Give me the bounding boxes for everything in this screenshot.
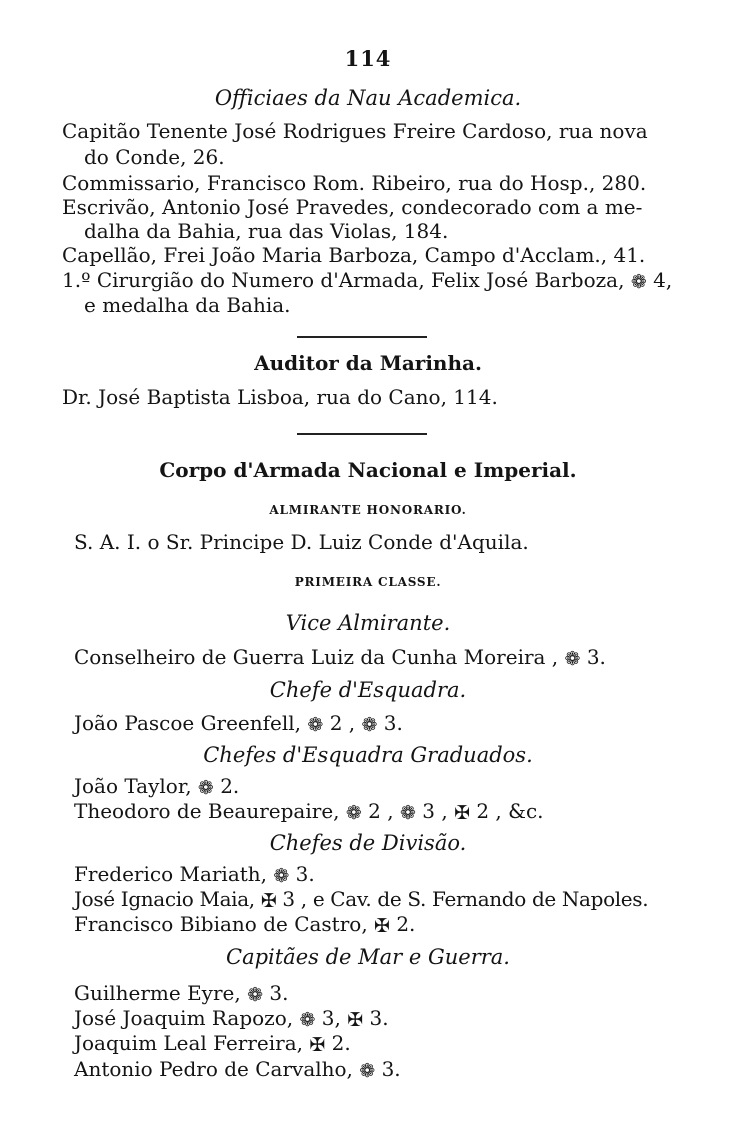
section-heading-auditor: Auditor da Marinha. — [254, 351, 482, 375]
text-line: dalha da Bahia, rua das Violas, 184. — [84, 219, 449, 243]
rose-order-icon: ❁ — [307, 714, 324, 736]
cross-order-icon: ✠ — [347, 1009, 364, 1031]
text-line: S. A. I. o Sr. Principe D. Luiz Conde d'Aquila. — [74, 530, 529, 554]
rose-order-icon: ❁ — [345, 802, 362, 824]
entry-name: Joaquim Leal Ferreira, — [74, 1031, 303, 1055]
text-line: Commissario, Francisco Rom. Ribeiro, rua do Hosp., 280. — [62, 171, 647, 195]
subheading-chefes-graduados: Chefes d'Esquadra Graduados. — [203, 743, 533, 767]
section-heading-corpo: Corpo d'Armada Nacional e Imperial. — [159, 458, 577, 482]
text-line — [74, 981, 288, 1005]
entry-value: 2 , — [368, 799, 394, 823]
text-line: Capitão Tenente José Rodrigues Freire Cardoso, rua nova — [62, 119, 648, 143]
entry-value: 3. — [586, 645, 606, 669]
text-line: e medalha da Bahia. — [84, 293, 291, 317]
entry-value: 3 , — [422, 799, 448, 823]
rose-order-icon: ❁ — [197, 777, 214, 799]
rose-order-icon: ❁ — [361, 714, 378, 736]
entry-name: Francisco Bibiano de Castro, — [74, 912, 368, 936]
text-line — [74, 1006, 389, 1030]
entry-value: 3. — [383, 711, 403, 735]
entry-value: 2 , &c. — [476, 799, 544, 823]
cross-order-icon: ✠ — [260, 890, 277, 912]
text-line-cirurgiao — [62, 268, 672, 292]
section-heading-officiaes: Officiaes da Nau Academica. — [214, 86, 522, 110]
cross-order-icon: ✠ — [454, 802, 470, 824]
entry-name: Theodoro de Beaurepaire, — [74, 799, 340, 823]
entry-name: João Pascoe Greenfell, — [74, 711, 302, 735]
text-line — [74, 887, 648, 911]
entry-name: José Joaquim Rapozo, — [74, 1006, 294, 1030]
rose-order-icon: ❁ — [247, 984, 264, 1006]
rank-label-classe: PRIMEIRA CLASSE. — [294, 575, 442, 589]
cross-order-icon: ✠ — [309, 1034, 326, 1056]
entry-value: 3. — [295, 862, 315, 886]
subheading-capitaes: Capitães de Mar e Guerra. — [226, 945, 510, 969]
text-line: Escrivão, Antonio José Pravedes, condecorado com a me- — [62, 195, 643, 219]
subheading-chefe-esquadra: Chefe d'Esquadra. — [269, 678, 467, 702]
entry-value: 3 , e Cav. de S. Fernando de Napoles. — [282, 887, 649, 911]
text-line — [74, 1057, 401, 1081]
divider — [297, 336, 427, 338]
divider — [297, 433, 427, 435]
cirurgiao-medal: 4, — [653, 268, 673, 292]
rose-order-icon: ❁ — [630, 271, 647, 293]
entry-name: Antonio Pedro de Carvalho, — [74, 1057, 353, 1081]
text-line: do Conde, 26. — [84, 145, 225, 169]
subheading-chefes-divisao: Chefes de Divisão. — [269, 831, 467, 855]
entry-name: Guilherme Eyre, — [74, 981, 241, 1005]
text-line — [74, 799, 544, 823]
rank-label-honorario: ALMIRANTE HONORARIO. — [269, 503, 467, 517]
entry-value: 2. — [220, 774, 240, 798]
entry-value: 2 , — [329, 711, 356, 735]
text-line — [74, 711, 403, 735]
text-line — [74, 774, 239, 798]
cross-order-icon: ✠ — [374, 915, 390, 937]
rose-order-icon: ❁ — [399, 802, 416, 824]
entry-name: Conselheiro de Guerra Luiz da Cunha Moreira , — [74, 645, 559, 669]
text-line: Dr. José Baptista Lisboa, rua do Cano, 114. — [62, 385, 498, 409]
subheading-vice-almirante: Vice Almirante. — [285, 611, 451, 635]
page-number: 114 — [344, 46, 392, 71]
rose-order-icon: ❁ — [299, 1009, 316, 1031]
entry-name: José Ignacio Maia, — [74, 887, 255, 911]
text-line — [74, 645, 606, 669]
text-line — [74, 862, 315, 886]
entry-value: 3. — [369, 1006, 389, 1030]
entry-value: 3. — [269, 981, 289, 1005]
rose-order-icon: ❁ — [359, 1060, 376, 1082]
entry-name: Frederico Mariath, — [74, 862, 268, 886]
text-line — [74, 1031, 351, 1055]
entry-value: 2. — [331, 1031, 351, 1055]
rose-order-icon: ❁ — [273, 865, 290, 887]
cirurgiao-text: 1.º Cirurgião do Numero d'Armada, Felix José Barboza, — [62, 268, 625, 292]
entry-value: 2. — [396, 912, 416, 936]
entry-value: 3, — [321, 1006, 341, 1030]
entry-value: 3. — [381, 1057, 401, 1081]
text-line: Capellão, Frei João Maria Barboza, Campo d'Acclam., 41. — [62, 243, 646, 267]
entry-name: João Taylor, — [74, 774, 192, 798]
text-line — [74, 912, 415, 936]
rose-order-icon: ❁ — [564, 648, 581, 670]
